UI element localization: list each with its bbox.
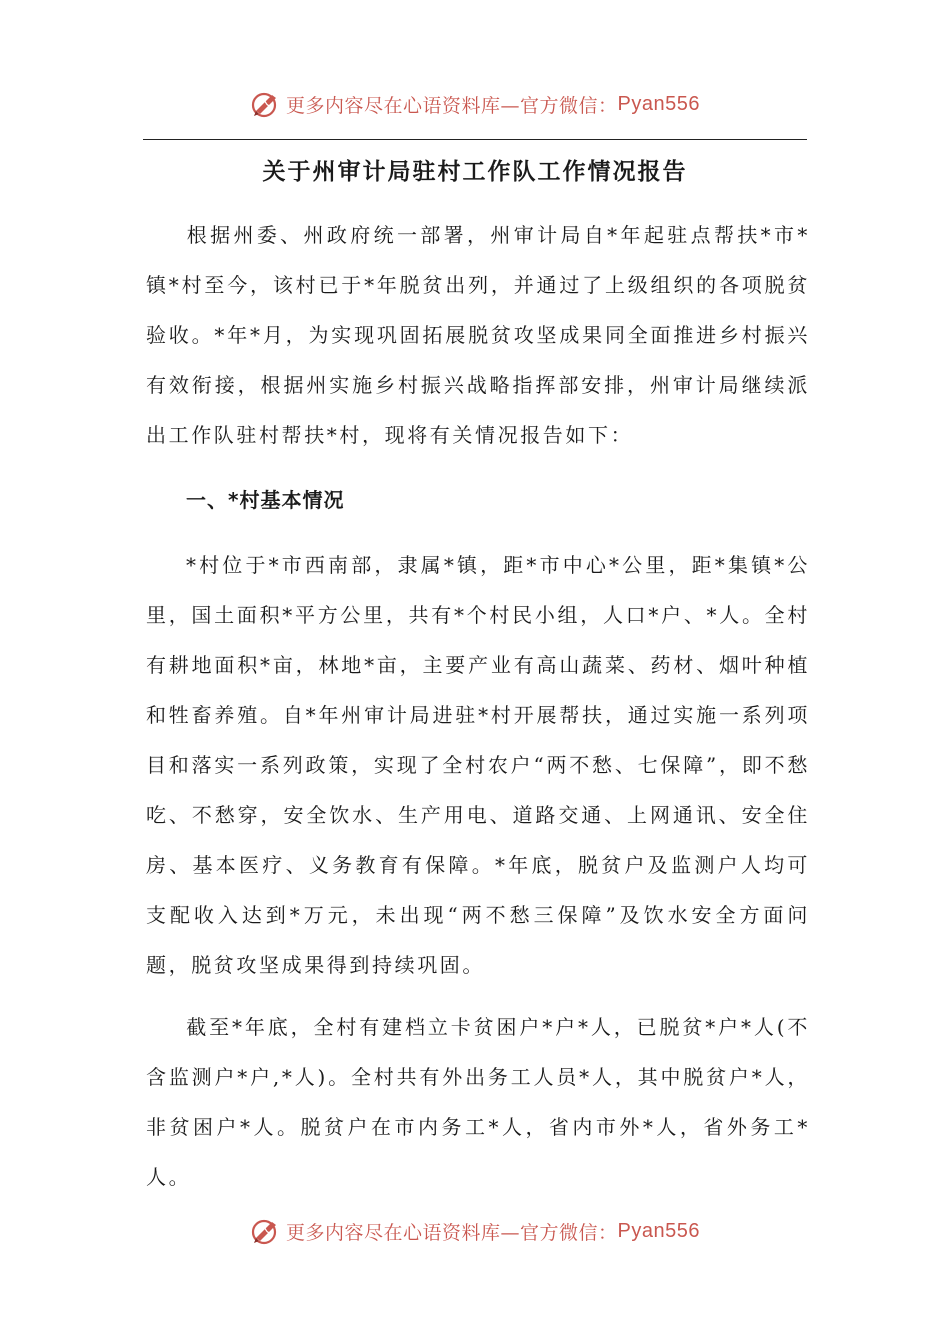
watermark-id: Pyan556 — [617, 1219, 700, 1242]
paragraph-statistics — [146, 1002, 810, 1202]
section-heading: 一、*村基本情况 — [186, 488, 345, 512]
paragraph-intro-text: 根据州委、州政府统一部署，州审计局自*年起驻点帮扶*市*镇*村至今，该村已于*年脱贫出列，并通过了上级组织的各项脱贫验收。*年*月，为实现巩固拓展脱贫攻坚成果同全面推进乡村振兴有效衔接，根据州实施乡村振兴战略指挥部安排，州审计局继续派出工作队驻村帮扶*村，现将有关情况报告如下： — [146, 223, 810, 447]
watermark-text: 更多内容尽在心语资料库—官方微信： — [286, 94, 618, 117]
watermark-top — [0, 84, 950, 124]
watermark-text: 更多内容尽在心语资料库—官方微信： — [286, 1221, 618, 1244]
paragraph-statistics-text: 截至*年底，全村有建档立卡贫困户*户*人，已脱贫*户*人(不含监测户*户,*人)。全村共有外出务工人员*人，其中脱贫户*人，非贫困户*人。脱贫户在市内务工*人，省内市外*人，省外务工*人。 — [146, 1015, 810, 1189]
paragraph-intro — [146, 210, 810, 460]
pen-logo-icon — [250, 89, 280, 119]
watermark-id: Pyan556 — [617, 92, 700, 115]
watermark-bottom — [0, 1211, 950, 1251]
header-rule — [143, 139, 807, 140]
document-body — [146, 210, 810, 1202]
pen-logo-icon — [250, 1216, 280, 1246]
paragraph-basic-situation-text: *村位于*市西南部，隶属*镇，距*市中心*公里，距*集镇*公里，国土面积*平方公里，共有*个村民小组，人口*户、*人。全村有耕地面积*亩，林地*亩，主要产业有高山蔬菜、药材、烟叶种植和牲畜养殖。自*年州审计局进驻*村开展帮扶，通过实施一系列项目和落实一系列政策，实现了全村农户“两不愁、七保障”，即不愁吃、不愁穿，安全饮水、生产用电、道路交通、上网通讯、安全住房、基本医疗、义务教育有保障。*年底，脱贫户及监测户人均可支配收入达到*万元，未出现“两不愁三保障”及饮水安全方面问题，脱贫攻坚成果得到持续巩固。 — [146, 553, 810, 977]
paragraph-basic-situation — [146, 540, 810, 990]
document-title: 关于州审计局驻村工作队工作情况报告 — [262, 159, 688, 185]
